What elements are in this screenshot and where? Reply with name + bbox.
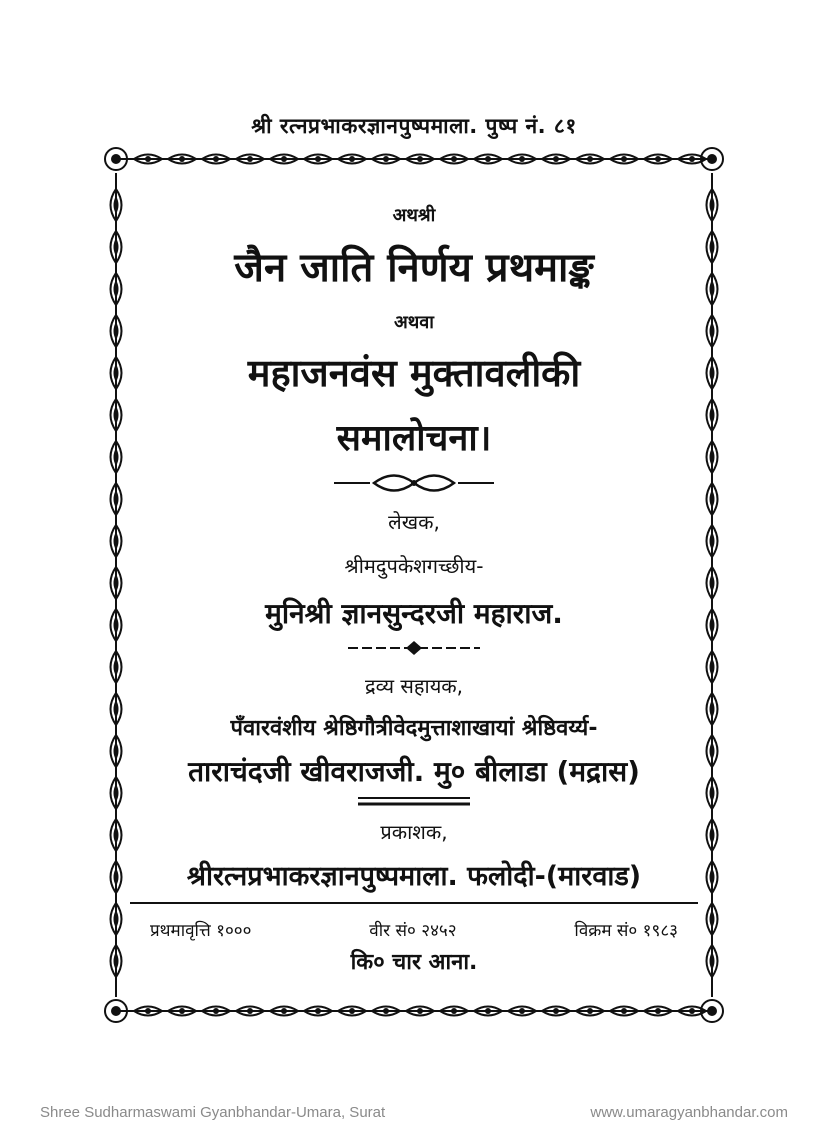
vir-samvat-text: वीर सं० २४५२ <box>369 921 457 941</box>
main-title: जैन जाति निर्णय प्रथमाङ्क <box>234 245 594 291</box>
author-label: लेखक, <box>388 510 440 534</box>
small-divider-ornament <box>344 640 484 656</box>
footer-right-link[interactable]: www.umaragyanbhandar.com <box>590 1104 788 1121</box>
publisher-label: प्रकाशक, <box>380 820 448 844</box>
price-text: कि० चार आना. <box>350 950 478 975</box>
edition-row <box>150 918 678 941</box>
rule-divider <box>356 795 472 807</box>
publisher-name: श्रीरत्नप्रभाकरज्ञानपुष्पमाला. फलोदी-(मारवाड) <box>186 861 642 892</box>
athava-text: अथवा <box>394 312 434 333</box>
sponsor-label: द्रव्य सहायक, <box>364 674 464 698</box>
sponsor-line-1: पँवारवंशीय श्रेष्ठिगौत्रीवेदमुत्ताशाखायां श्रेष्ठिवर्य्य- <box>230 716 598 741</box>
edition-text: प्रथमावृत्ति १००० <box>150 921 252 941</box>
author-name: मुनिश्री ज्ञानसुन्दरजी महाराज. <box>265 597 563 630</box>
second-title: महाजनवंस मुक्तावलीकी <box>247 351 581 395</box>
sponsor-line-2: ताराचंदजी खीवराजजी. मु० बीलाडा (मद्रास) <box>188 755 640 788</box>
scroll-ornament <box>330 470 498 496</box>
bottom-rule <box>130 902 698 904</box>
third-title: समालोचना। <box>336 418 492 459</box>
vikram-samvat-text: विक्रम सं० १९८३ <box>574 921 678 941</box>
author-gaccha: श्रीमदुपकेशगच्छीय- <box>344 554 484 578</box>
intro-text: अथश्री <box>392 205 436 226</box>
footer-left-text: Shree Sudharmaswami Gyanbhandar-Umara, Surat <box>40 1104 386 1121</box>
series-line: श्री रत्नप्रभाकरज्ञानपुष्पमाला. पुष्प नं. ८१ <box>251 114 577 138</box>
